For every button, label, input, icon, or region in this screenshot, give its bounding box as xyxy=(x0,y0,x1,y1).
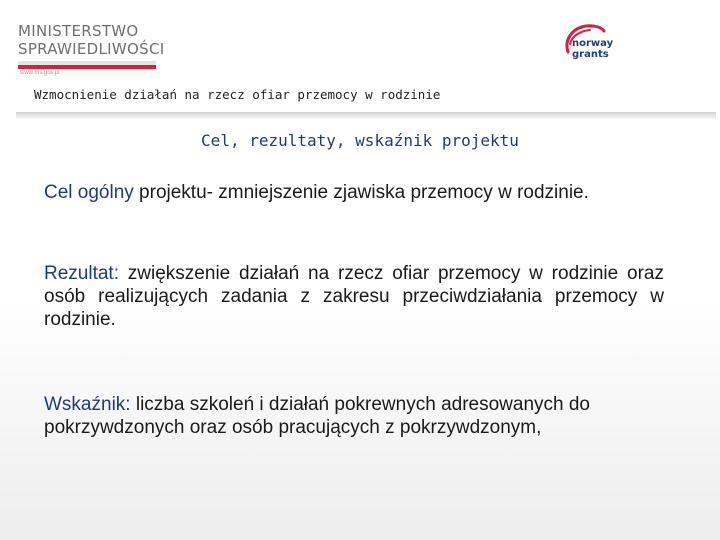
wskaznik-text: liczba szkoleń i działań pokrewnych adresowanych do pokrzywdzonych oraz osób pracujących z pokrzywdzonym, xyxy=(44,394,590,438)
norway-grants-wordmark: norway grants xyxy=(572,38,614,60)
slide-header xyxy=(0,0,720,118)
rezultat-text: zwiększenie działań na rzecz ofiar przemocy w rodzinie oraz osób realizujących zadania z zakresu przeciwdziałania przemocy w rodzinie. xyxy=(44,263,664,330)
ministry-name-line1: MINISTERSTWO xyxy=(18,22,139,40)
ministry-logo xyxy=(18,22,168,78)
cel-text: projektu- zmniejszenie zjawiska przemocy w rodzinie. xyxy=(133,182,589,203)
project-subtitle: Wzmocnienie działań na rzecz ofiar przemocy w rodzinie xyxy=(34,87,441,102)
ministry-name-line2: SPRAWIEDLIWOŚCI xyxy=(18,40,165,58)
wskaznik-label: Wskaźnik: xyxy=(44,394,131,415)
flag-red-stripe xyxy=(18,65,156,69)
norway-grants-logo xyxy=(558,18,658,74)
cel-paragraph xyxy=(44,181,664,204)
header-shadow xyxy=(16,112,716,120)
rezultat-label: Rezultat: xyxy=(44,263,119,284)
wskaznik-paragraph xyxy=(44,393,664,439)
cel-label: Cel ogólny xyxy=(44,182,134,203)
ministry-url: www.ms.gov.pl xyxy=(20,70,60,76)
rezultat-paragraph xyxy=(44,262,664,331)
slide-heading: Cel, rezultaty, wskaźnik projektu xyxy=(201,131,519,150)
